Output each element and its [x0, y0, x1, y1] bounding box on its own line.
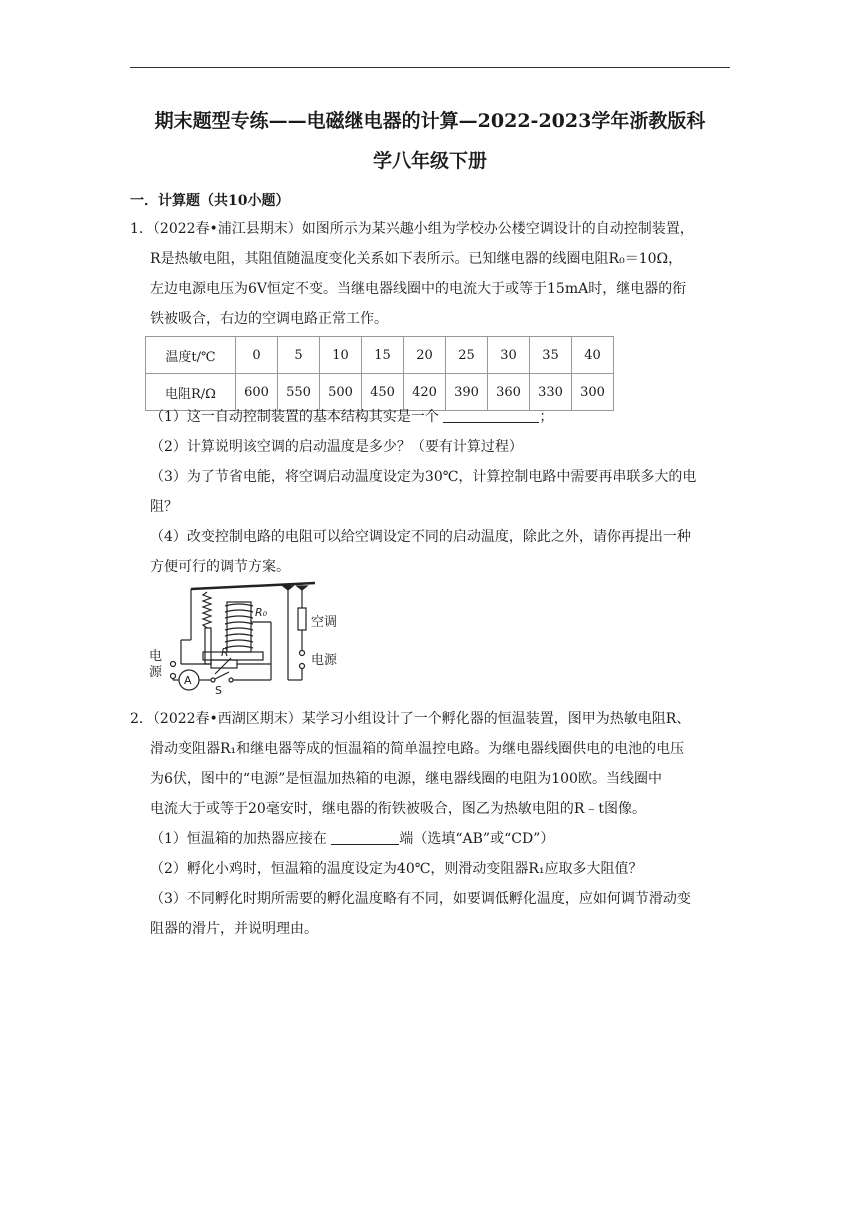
document-title-line-1: 期末题型专练——电磁继电器的计算—2022-2023学年浙教版科: [154, 110, 706, 132]
q2-line-2: 滑动变阻器R₁和继电器等成的恒温箱的简单温控电路。为继电器线圈供电的电池的电压: [150, 741, 685, 757]
label-power-left-2: 源: [149, 665, 163, 680]
resistance-cell: 450: [362, 374, 404, 411]
relay-circuit-figure: [145, 580, 355, 698]
resistance-cell: 330: [530, 374, 572, 411]
q2-line-4: 电流大于或等于20毫安时，继电器的衔铁被吸合，图乙为热敏电阻的R﹣t图像。: [150, 801, 646, 817]
q2-sub-1: [150, 830, 554, 848]
contact-icon: [283, 586, 293, 590]
q1-line-3: 左边电源电压为6V恒定不变。当继电器线圈中的电流大于或等于15mA时，继电器的衔: [150, 281, 687, 297]
terminal-icon: [300, 664, 305, 669]
temp-cell: 10: [320, 337, 362, 374]
air-conditioner-icon: [298, 608, 306, 630]
q1-line-1: 1．（2022春•浦江县期末）如图所示为某兴趣小组为学校办公楼空调设计的自动控制装置，: [130, 221, 694, 237]
q1-answer-blank: [443, 408, 539, 423]
resistance-cell: 300: [572, 374, 614, 411]
temp-header-cell: 温度t/℃: [146, 337, 236, 374]
q2-sub-3-line-2: 阻器的滑片，并说明理由。: [150, 921, 318, 937]
temp-cell: 35: [530, 337, 572, 374]
temp-cell: 5: [278, 337, 320, 374]
temperature-resistance-table: [145, 336, 614, 411]
resistance-cell: 550: [278, 374, 320, 411]
label-ammeter: A: [184, 674, 192, 687]
contact-icon: [297, 586, 307, 590]
label-air-conditioner: 空调: [311, 615, 338, 630]
resistance-cell: 360: [488, 374, 530, 411]
document-title-line-2: 学八年级下册: [372, 150, 487, 172]
temp-cell: 40: [572, 337, 614, 374]
table-row-temperature: [146, 337, 614, 374]
q2-answer-blank: [331, 830, 399, 845]
label-power-right: 电源: [311, 653, 338, 668]
label-power-left-1: 电: [149, 649, 163, 664]
terminal-icon: [300, 651, 305, 656]
q2-line-3: 为6伏，图中的“电源”是恒温加热箱的电源，继电器线圈的电阻为100欧。当线圈中: [150, 771, 662, 787]
q2-sub-1-text: （1）恒温箱的加热器应接在: [150, 831, 327, 847]
thermistor-icon: [211, 660, 237, 668]
label-r: R: [221, 646, 229, 659]
q1-sub-3-line-2: 阻？: [150, 499, 178, 515]
q1-sub-3-line-1: （3）为了节省电能，将空调启动温度设定为30℃，计算控制电路中需要再串联多大的电: [150, 469, 697, 485]
q1-sub-1-text: （1）这一自动控制装置的基本结构其实是一个: [150, 409, 439, 425]
q1-line-2: R是热敏电阻，其阻值随温度变化关系如下表所示。已知继电器的线圈电阻R₀＝10Ω，: [150, 251, 683, 267]
terminal-icon: [171, 674, 176, 679]
resistance-cell: 420: [404, 374, 446, 411]
relay-base-icon: [203, 652, 263, 660]
terminal-icon: [171, 662, 176, 667]
q1-sub-2: （2）计算说明该空调的启动温度是多少？（要有计算过程）: [150, 439, 523, 455]
q2-sub-3-line-1: （3）不同孵化时期所需要的孵化温度略有不同，如要调低孵化温度，应如何调节滑动变: [150, 891, 691, 907]
q1-sub-4-line-2: 方便可行的调节方案。: [150, 559, 290, 575]
q2-sub-1-end: 端（选填“AB”或“CD”）: [399, 831, 555, 847]
q1-sub-1-end: ；: [539, 409, 554, 425]
q2-line-1: 2．（2022春•西湖区期末）某学习小组设计了一个孵化器的恒温装置，图甲为热敏电阻R、: [130, 711, 691, 727]
q2-sub-2: （2）孵化小鸡时，恒温箱的温度设定为40℃，则滑动变阻器R₁应取多大阻值？: [150, 861, 643, 877]
header-rule: [130, 67, 730, 68]
label-switch: S: [215, 684, 222, 697]
q1-sub-1: [150, 408, 553, 426]
temp-cell: 15: [362, 337, 404, 374]
temp-cell: 25: [446, 337, 488, 374]
resistance-cell: 500: [320, 374, 362, 411]
switch-icon: [211, 678, 215, 682]
relay-pillar-icon: [205, 628, 211, 664]
coil-icon: [225, 604, 253, 648]
resistance-header-cell: 电阻R/Ω: [146, 374, 236, 411]
label-r0: R₀: [255, 606, 268, 619]
temp-cell: 20: [404, 337, 446, 374]
temp-cell: 0: [236, 337, 278, 374]
table-row-resistance: [146, 374, 614, 411]
resistance-cell: 390: [446, 374, 488, 411]
q1-line-4: 铁被吸合，右边的空调电路正常工作。: [150, 311, 388, 327]
section-heading: 一．计算题（共10小题）: [130, 193, 290, 209]
temp-cell: 30: [488, 337, 530, 374]
resistance-cell: 600: [236, 374, 278, 411]
q1-sub-4-line-1: （4）改变控制电路的电阻可以给空调设定不同的启动温度，除此之外，请你再提出一种: [150, 529, 691, 545]
spring-icon: [203, 592, 211, 628]
